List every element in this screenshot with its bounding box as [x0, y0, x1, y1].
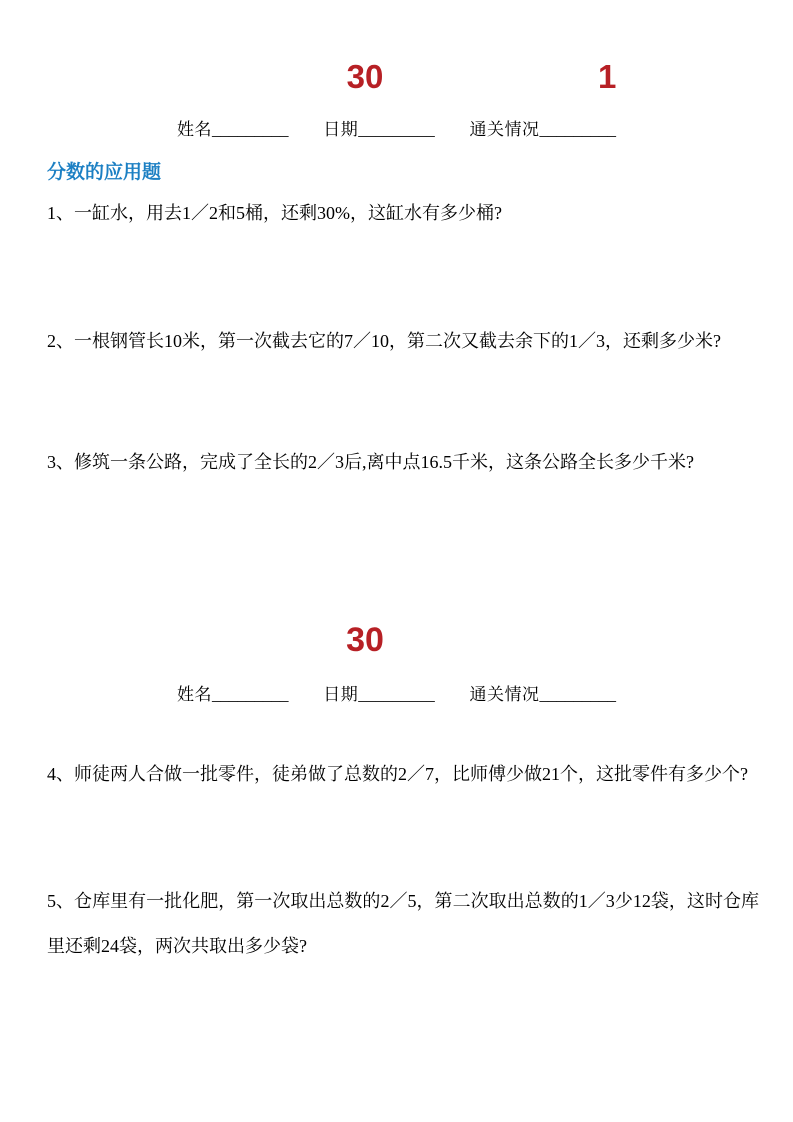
date-field-2	[323, 685, 435, 704]
pass-status-label: 通关情况	[469, 120, 540, 139]
score-box-2	[0, 620, 730, 660]
section-heading: 分数的应用题	[47, 162, 162, 183]
name-date-status-row-1	[0, 119, 793, 141]
name-label: 姓名	[177, 685, 212, 704]
name-blank: _________	[212, 120, 289, 139]
pass-status-blank: _________	[539, 685, 616, 704]
pass-status-field-2	[470, 685, 617, 704]
pass-status-blank: _________	[539, 120, 616, 139]
problem-2: 2、一根钢管长10米，第一次截去它的7／10，第二次又截去余下的1／3，还剩多少米?	[47, 331, 721, 351]
problem-5: 5、仓库里有一批化肥，第一次取出总数的2／5，第二次取出总数的1／3少12袋，这时仓库里还剩24袋，两次共取出多少袋?	[47, 891, 759, 956]
name-field-1	[177, 120, 289, 139]
date-blank: _________	[358, 685, 435, 704]
score-value-2: 30	[346, 621, 384, 659]
date-label: 日期	[323, 120, 359, 139]
score-box-1	[0, 57, 730, 97]
name-label: 姓名	[177, 120, 212, 139]
page-number: 1	[598, 58, 617, 95]
score-value-1: 30	[346, 58, 384, 95]
name-blank: _________	[212, 685, 289, 704]
date-blank: _________	[358, 120, 435, 139]
pass-status-label: 通关情况	[469, 685, 540, 704]
problem-3: 3、修筑一条公路，完成了全长的2／3后,离中点16.5千米，这条公路全长多少千米?	[47, 452, 694, 472]
name-date-status-row-2	[0, 684, 793, 706]
name-field-2	[177, 685, 289, 704]
problem-4: 4、师徒两人合做一批零件，徒弟做了总数的2／7，比师傅少做21个，这批零件有多少个?	[47, 764, 748, 784]
problem-1: 1、一缸水，用去1／2和5桶，还剩30%，这缸水有多少桶?	[47, 203, 502, 223]
date-field-1	[323, 120, 435, 139]
date-label: 日期	[323, 685, 359, 704]
pass-status-field-1	[470, 120, 617, 139]
